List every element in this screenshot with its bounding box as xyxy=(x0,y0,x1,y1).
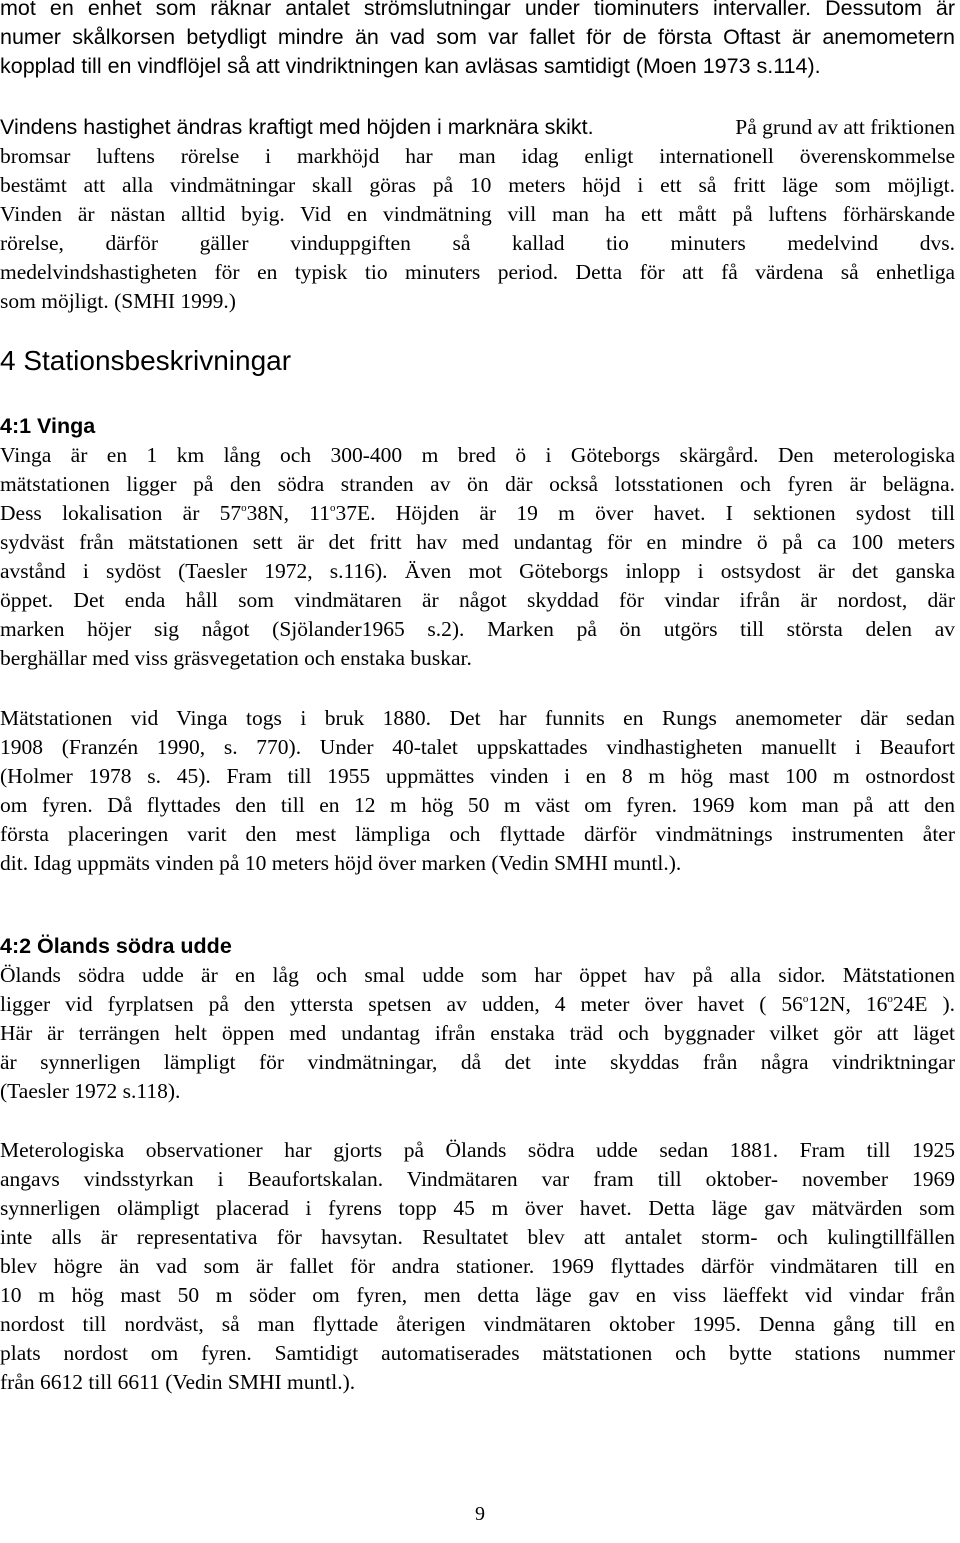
text-line-coordinates xyxy=(0,990,955,1019)
text-line: (Holmer 1978 s. 45). Fram till 1955 uppmättes vinden i en 8 m hög mast 100 m ostnordost xyxy=(0,764,955,788)
intro-paragraph xyxy=(0,0,955,81)
text-line: bromsar luftens rörelse i markhöjd har man idag enligt internationell överenskommelse xyxy=(0,144,955,168)
text-line: sydväst från mätstationen sett är det fritt hav med undantag för en mindre ö på ca 100 meters xyxy=(0,530,955,554)
text-line: Vinga är en 1 km lång och 300-400 m bred ö i Göteborgs skärgård. Den meterologiska xyxy=(0,443,955,467)
vinga-paragraph-2 xyxy=(0,704,955,878)
text-line: (Taesler 1972 s.118). xyxy=(0,1079,181,1103)
text-line: från 6612 till 6611 (Vedin SMHI muntl.). xyxy=(0,1370,356,1394)
text-line: medelvindshastigheten för en typisk tio minuters period. Detta för att få värdena så enhetliga xyxy=(0,260,955,284)
text-line: numer skålkorsen betydligt mindre än vad som var fallet för de första Oftast är anemometern xyxy=(0,25,955,49)
text-line xyxy=(0,113,955,142)
text-line: öppet. Det enda håll som vindmätaren är något skyddad för vindar ifrån är nordost, där xyxy=(0,588,955,612)
wind-lead-sentence: Vindens hastighet ändras kraftigt med höjden i marknära skikt. xyxy=(0,115,594,139)
text-fragment: På grund av att friktionen xyxy=(735,115,955,139)
text-fragment: Dess lokalisation är 57 xyxy=(0,501,242,525)
text-line: mot en enhet som räknar antalet strömslutningar under tiominuters intervaller. Dessutom är xyxy=(0,0,955,20)
section-heading-vinga: 4:1 Vinga xyxy=(0,414,96,438)
text-line: Vinden är nästan alltid byig. Vid en vindmätning vill man ha ett mått på luftens förhärskande xyxy=(0,202,955,226)
vinga-paragraph-1 xyxy=(0,441,955,673)
text-line: avstånd i sydöst (Taesler 1972, s.116). Även mot Göteborgs inlopp i ostsydost är det ganska xyxy=(0,559,955,583)
text-line: inte alls är representativa för havsytan. Resultatet blev att antalet storm- och kulingtillfällen xyxy=(0,1225,955,1249)
text-line: marken höjer sig något (Sjölander1965 s.2). Marken på ön utgörs till största delen av xyxy=(0,617,955,641)
text-line: Mätstationen vid Vinga togs i bruk 1880. Det har funnits en Rungs anemometer där sedan xyxy=(0,706,955,730)
text-line: synnerligen olämpligt placerad i fyrens topp 45 m över havet. Detta läge gav mätvärden som xyxy=(0,1196,955,1220)
text-line: kopplad till en vindflöjel så att vindriktningen kan avläsas samtidigt (Moen 1973 s.114). xyxy=(0,54,821,78)
section-heading-oland: 4:2 Ölands södra udde xyxy=(0,934,232,958)
oland-paragraph-1 xyxy=(0,961,955,1106)
degree-symbol: o xyxy=(887,993,893,1005)
chapter-title: 4 Stationsbeskrivningar xyxy=(0,345,292,376)
text-line: rörelse, därför gäller vinduppgiften så kallad tio minuters medelvind dvs. xyxy=(0,231,955,255)
text-line: Meterologiska observationer har gjorts på Ölands södra udde sedan 1881. Fram till 1925 xyxy=(0,1138,955,1162)
text-line: blev högre än vad som är fallet för andra stationer. 1969 flyttades därför vindmätaren till en xyxy=(0,1254,955,1278)
text-line: Ölands södra udde är en låg och smal udde som har öppet hav på alla sidor. Mätstationen xyxy=(0,963,955,987)
degree-symbol: o xyxy=(241,502,247,514)
text-line: om fyren. Då flyttades den till en 12 m hög 50 m väst om fyren. 1969 kom man på att den xyxy=(0,793,955,817)
oland-paragraph-2 xyxy=(0,1136,955,1397)
text-line: 10 m hög mast 50 m söder om fyren, men detta läge gav en viss läeffekt vid vindar från xyxy=(0,1283,955,1307)
text-line: är synnerligen lämpligt för vindmätningar, då det inte skyddas från några vindriktningar xyxy=(0,1050,955,1074)
text-line: bestämt att alla vindmätningar skall göras på 10 meters höjd i ett så fritt läge som möjligt. xyxy=(0,173,955,197)
text-line: 1908 (Franzén 1990, s. 770). Under 40-talet uppskattades vindhastigheten manuellt i Beaufort xyxy=(0,735,955,759)
text-line: första placeringen varit den mest lämpliga och flyttade därför vindmätnings instrumenten åter xyxy=(0,822,955,846)
page-number: 9 xyxy=(475,1503,485,1525)
text-line: plats nordost om fyren. Samtidigt automatiserades mätstationen och bytte stations nummer xyxy=(0,1341,955,1365)
text-line: angavs vindsstyrkan i Beaufortskalan. Vindmätaren var fram till oktober- november 1969 xyxy=(0,1167,955,1191)
text-line-coordinates xyxy=(0,499,955,528)
text-fragment: 37E. Höjden är 19 m över havet. I sektionen sydost till xyxy=(335,501,955,525)
text-fragment: 12N, 16 xyxy=(808,992,888,1016)
text-line: som möjligt. (SMHI 1999.) xyxy=(0,289,236,313)
text-line: berghällar med viss gräsvegetation och enstaka buskar. xyxy=(0,646,472,670)
wind-paragraph xyxy=(0,113,955,316)
text-fragment: 38N, 11 xyxy=(246,501,331,525)
text-line: mätstationen ligger på den södra stranden av ön där också lotsstationen och fyren är belägna. xyxy=(0,472,955,496)
text-fragment: 24E ). xyxy=(892,992,956,1016)
degree-symbol: o xyxy=(802,993,809,1005)
degree-symbol: o xyxy=(330,502,336,514)
text-line: nordost till nordväst, så man flyttade återigen vindmätaren oktober 1995. Denna gång till en xyxy=(0,1312,955,1336)
text-line: Här är terrängen helt öppen med undantag ifrån enstaka träd och byggnader vilket gör att läget xyxy=(0,1021,955,1045)
text-fragment: ligger vid fyrplatsen på den yttersta spetsen av udden, 4 meter över havet ( 56 xyxy=(0,992,803,1016)
text-line: dit. Idag uppmäts vinden på 10 meters höjd över marken (Vedin SMHI muntl.). xyxy=(0,851,682,875)
